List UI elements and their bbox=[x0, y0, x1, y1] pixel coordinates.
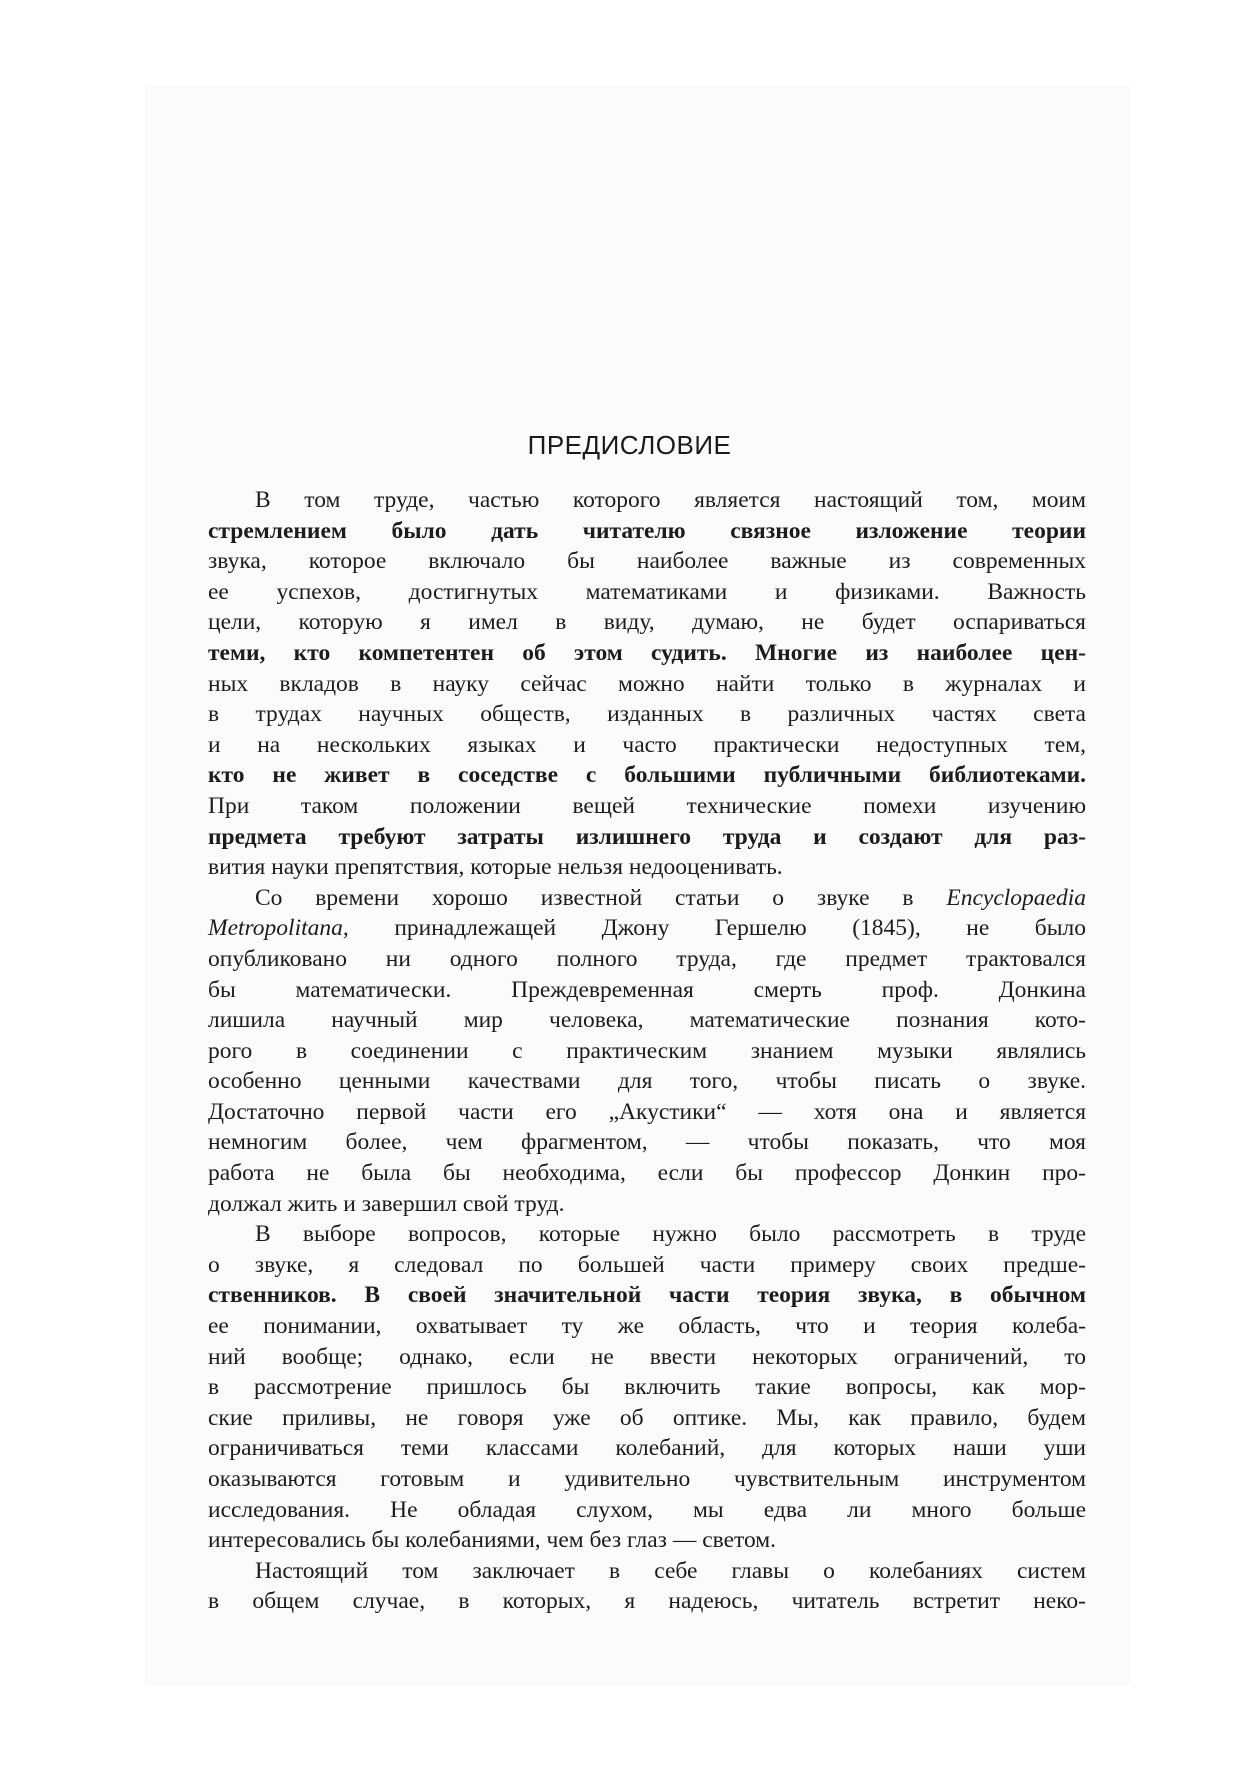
page-title: ПРЕДИСЛОВИЕ bbox=[527, 430, 732, 460]
paragraph-3-line-9: оказываются готовым и удивительно чувствительным инструментом bbox=[208, 1466, 1086, 1492]
paragraph-1-line-3: звука, которое включало бы наиболее важные из современных bbox=[208, 548, 1086, 575]
encyclopaedia-italic: Encyclopaedia bbox=[946, 884, 1086, 911]
paragraph-1-line-7: ных вкладов в науку сейчас можно найти только в журналах и bbox=[208, 670, 1086, 697]
paragraph-3-line-7: ские приливы, не говоря уже об оптике. Мы, как правило, будем bbox=[208, 1404, 1086, 1431]
paragraph-2-line-5: лишила научный мир человека, математические познания кото- bbox=[208, 1007, 1086, 1034]
paragraph-3-line-11: интересовались бы колебаниями, чем без глаз — светом. bbox=[208, 1527, 777, 1554]
metropolitana-italic: Metropolitana, bbox=[208, 915, 349, 942]
paragraph-1-line-10: кто не живет в соседстве с большими публичными библиотеками. bbox=[208, 762, 1086, 789]
paragraph-3-line-5: ний вообще; однако, если не ввести некоторых ограничений, то bbox=[208, 1343, 1086, 1370]
paragraph-2-line-10: работа не была бы необходима, если бы профессор Донкин про- bbox=[208, 1160, 1086, 1187]
paragraph-3-line-4: ее понимании, охватывает ту же область, что и теория колеба- bbox=[208, 1313, 1086, 1340]
paragraph-4-line-2: в общем случае, в которых, я надеюсь, читатель встретит неко- bbox=[208, 1588, 1086, 1615]
paragraph-1-line-12: предмета требуют затраты излишнего труда и создают для раз- bbox=[208, 823, 1086, 850]
paragraph-1-line-9: и на нескольких языках и часто практически недоступных тем, bbox=[208, 731, 1086, 758]
paragraph-2-line-9: немногим более, чем фрагментом, — чтобы показать, что моя bbox=[208, 1129, 1086, 1156]
paragraph-2-line-8: Достаточно первой части его „Акустики“ — хотя она и является bbox=[208, 1098, 1086, 1125]
paragraph-3-line-10: исследования. Не обладая слухом, мы едва ли много больше bbox=[208, 1496, 1086, 1523]
paragraph-2-line-11: должал жить и завершил свой труд. bbox=[208, 1190, 565, 1217]
paragraph-1-line-8: в трудах научных обществ, изданных в различных частях света bbox=[208, 701, 1086, 728]
paragraph-2-line-2 bbox=[208, 913, 1086, 944]
paragraph-1-line-5: цели, которую я имел в виду, думаю, не будет оспариваться bbox=[208, 609, 1086, 636]
paragraph-2-line-6: рого в соединении с практическим знанием музыки являлись bbox=[208, 1037, 1086, 1064]
paragraph-4-line-1: Настоящий том заключает в себе главы о колебаниях систем bbox=[255, 1557, 1086, 1584]
preface-body bbox=[208, 485, 1086, 1617]
paragraph-2-line-2-text: принадлежащей Джону Гершелю (1845), не было bbox=[394, 915, 1087, 942]
paragraph-3-line-6: в рассмотрение пришлось бы включить такие вопросы, как мор- bbox=[208, 1374, 1086, 1401]
paragraph-2-line-3: опубликовано ни одного полного труда, где предмет трактовался bbox=[208, 945, 1086, 972]
paragraph-3-line-2: о звуке, я следовал по большей части примеру своих предше- bbox=[208, 1251, 1086, 1278]
paragraph-3-line-3: ственников. В своей значительной части теория звука, в обычном bbox=[208, 1282, 1086, 1309]
paragraph-1-line-4: ее успехов, достигнутых математиками и физиками. Важность bbox=[208, 578, 1086, 605]
paragraph-3-line-1: В выборе вопросов, которые нужно было рассмотреть в труде bbox=[255, 1221, 1086, 1248]
paragraph-1-line-1: В том труде, частью которого является настоящий том, моим bbox=[255, 487, 1086, 513]
paragraph-3-line-8: ограничиваться теми классами колебаний, для которых наши уши bbox=[208, 1435, 1086, 1462]
paragraph-2-line-1 bbox=[208, 883, 1086, 914]
paragraph-2-line-1-text: Со времени хорошо известной статьи о звуке в bbox=[255, 884, 914, 911]
paragraph-1-line-11: При таком положении вещей технические помехи изучению bbox=[208, 792, 1086, 819]
paragraph-1-line-6: теми, кто компетентен об этом судить. Многие из наиболее цен- bbox=[208, 639, 1086, 666]
paragraph-1-line-2: стремлением было дать читателю связное изложение теории bbox=[208, 517, 1086, 544]
paragraph-1-line-13: вития науки препятствия, которые нельзя недооценивать. bbox=[208, 854, 783, 881]
paragraph-2-line-7: особенно ценными качествами для того, чтобы писать о звуке. bbox=[208, 1068, 1086, 1095]
paragraph-2-line-4: бы математически. Преждевременная смерть проф. Донкина bbox=[208, 976, 1086, 1003]
